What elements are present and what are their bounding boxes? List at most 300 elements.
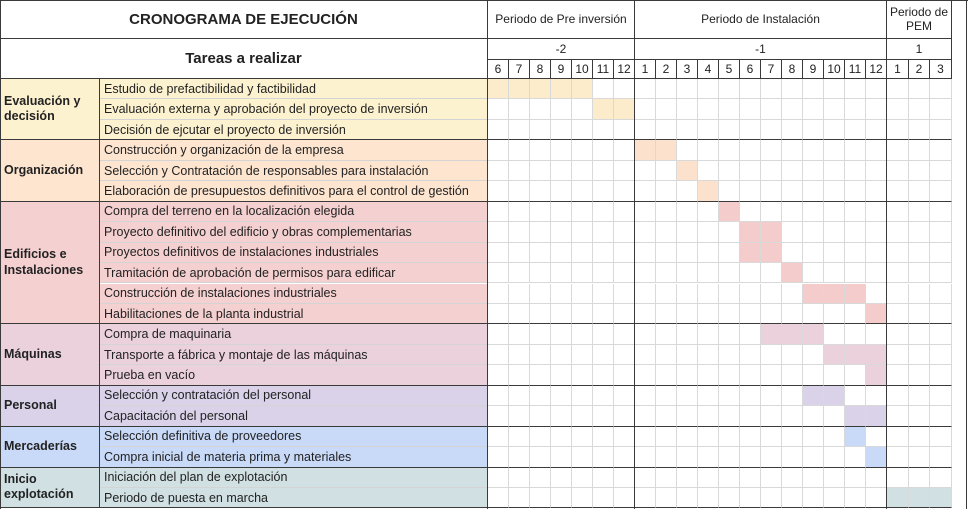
gantt-cell [782,222,803,242]
gantt-cell [488,468,509,488]
task-label: Proyectos definitivos de instalaciones industriales [100,243,488,263]
gantt-cell [488,365,509,385]
task-label: Construcción de instalaciones industriales [100,284,488,304]
gantt-cell [530,263,551,283]
gantt-cell [782,386,803,406]
group-label-2: Edificios e Instalaciones [0,202,100,325]
gantt-cell [719,406,740,426]
month-header: 8 [530,60,551,79]
month-header: 3 [930,60,952,79]
gantt-cell [635,427,656,447]
gantt-bar-cell [866,345,887,365]
gantt-cell [930,202,952,222]
gantt-cell [656,222,677,242]
gantt-cell [635,222,656,242]
gantt-cell [719,447,740,467]
gantt-cell [803,120,824,140]
gantt-cell [593,386,614,406]
gantt-cell [887,468,909,488]
gantt-cell [719,263,740,283]
gantt-cell [530,243,551,263]
gantt-cell [845,120,866,140]
gantt-cell [698,99,719,119]
gantt-cell [677,447,698,467]
gantt-cell [656,427,677,447]
gantt-cell [509,324,530,344]
task-label: Selección definitiva de proveedores [100,427,488,447]
gantt-bar-cell [614,99,635,119]
gantt-cell [782,161,803,181]
gantt-cell [593,181,614,201]
gantt-cell [740,120,761,140]
task-label: Selección y Contratación de responsables para instalación [100,161,488,181]
gantt-cell [572,120,593,140]
gantt-cell [782,345,803,365]
gantt-cell [530,304,551,324]
gantt-cell [824,468,845,488]
gantt-cell [572,202,593,222]
gantt-cell [887,345,909,365]
gantt-cell [698,406,719,426]
gantt-cell [656,99,677,119]
gantt-cell [656,386,677,406]
gantt-cell [551,181,572,201]
gantt-cell [866,140,887,160]
gantt-cell [887,324,909,344]
gantt-cell [761,79,782,99]
task-label: Iniciación del plan de explotación [100,468,488,488]
gantt-cell [761,181,782,201]
gantt-cell [509,386,530,406]
gantt-cell [488,345,509,365]
gantt-cell [909,386,930,406]
gantt-cell [845,488,866,508]
gantt-cell [635,488,656,508]
gantt-cell [887,447,909,467]
gantt-cell [635,406,656,426]
gantt-cell [740,324,761,344]
gantt-cell [551,284,572,304]
gantt-cell [593,140,614,160]
gantt-cell [509,345,530,365]
gantt-cell [740,99,761,119]
gantt-cell [887,427,909,447]
gantt-cell [866,202,887,222]
task-label: Compra del terreno en la localización elegida [100,202,488,222]
gantt-cell [824,243,845,263]
gantt-cell [677,365,698,385]
gantt-cell [509,181,530,201]
gantt-bar-cell [782,324,803,344]
month-header: 11 [845,60,866,79]
gantt-cell [635,468,656,488]
gantt-cell [635,345,656,365]
gantt-cell [761,120,782,140]
gantt-cell [719,181,740,201]
gantt-cell [866,99,887,119]
gantt-cell [530,386,551,406]
gantt-cell [698,243,719,263]
gantt-cell [572,222,593,242]
gantt-cell [488,99,509,119]
month-header: 4 [698,60,719,79]
gantt-cell [698,324,719,344]
gantt-cell [698,202,719,222]
task-label: Selección y contratación del personal [100,386,488,406]
gantt-cell [740,304,761,324]
task-label: Compra de maquinaria [100,324,488,344]
gantt-cell [677,488,698,508]
gantt-cell [909,181,930,201]
gantt-cell [930,447,952,467]
gantt-cell [572,406,593,426]
gantt-cell [719,243,740,263]
gantt-cell [509,406,530,426]
gantt-cell [614,365,635,385]
month-header: 1 [887,60,909,79]
gantt-cell [698,140,719,160]
gantt-cell [887,161,909,181]
gantt-cell [845,79,866,99]
gantt-cell [698,79,719,99]
gantt-cell [930,427,952,447]
gantt-cell [761,140,782,160]
gantt-cell [509,243,530,263]
gantt-cell [782,365,803,385]
gantt-cell [656,79,677,99]
gantt-cell [719,140,740,160]
gantt-cell [509,222,530,242]
gantt-cell [824,140,845,160]
gantt-cell [740,79,761,99]
gantt-cell [614,427,635,447]
gantt-cell [656,202,677,222]
gantt-cell [740,284,761,304]
gantt-cell [530,427,551,447]
gantt-cell [909,324,930,344]
gantt-cell [656,284,677,304]
gantt-cell [572,488,593,508]
gantt-cell [614,345,635,365]
gantt-cell [677,263,698,283]
gantt-cell [635,284,656,304]
gantt-bar-cell [866,365,887,385]
gantt-cell [656,468,677,488]
gantt-cell [866,161,887,181]
month-header: 2 [909,60,930,79]
gantt-bar-cell [740,222,761,242]
gantt-cell [866,284,887,304]
gantt-cell [530,222,551,242]
gantt-cell [677,304,698,324]
gantt-bar-cell [845,406,866,426]
gantt-cell [782,488,803,508]
gantt-cell [719,161,740,181]
gantt-cell [909,284,930,304]
gantt-cell [509,488,530,508]
gantt-cell [572,386,593,406]
gantt-cell [740,365,761,385]
gantt-cell [866,468,887,488]
gantt-cell [782,99,803,119]
gantt-cell [887,365,909,385]
gantt-cell [614,243,635,263]
gantt-cell [593,324,614,344]
gantt-cell [740,488,761,508]
gantt-cell [824,120,845,140]
gantt-bar-cell [488,79,509,99]
gantt-cell [782,243,803,263]
gantt-cell [593,263,614,283]
task-label: Evaluación externa y aprobación del proyecto de inversión [100,99,488,119]
month-header: 10 [572,60,593,79]
gantt-cell [551,345,572,365]
gantt-cell [635,263,656,283]
gantt-cell [551,202,572,222]
gantt-cell [509,161,530,181]
gantt-cell [635,99,656,119]
period-year-2: 1 [887,39,952,60]
gantt-cell [551,468,572,488]
gantt-cell [488,447,509,467]
gantt-cell [930,140,952,160]
gantt-cell [782,304,803,324]
gantt-cell [698,161,719,181]
gantt-cell [782,140,803,160]
gantt-cell [845,181,866,201]
gantt-cell [887,304,909,324]
gantt-cell [803,263,824,283]
gantt-cell [719,365,740,385]
gantt-cell [509,365,530,385]
gantt-cell [572,181,593,201]
gantt-cell [740,427,761,447]
gantt-cell [803,365,824,385]
gantt-cell [677,222,698,242]
gantt-cell [824,222,845,242]
gantt-cell [930,120,952,140]
gantt-cell [719,79,740,99]
gantt-cell [551,263,572,283]
gantt-cell [635,202,656,222]
group-label-6: Inicio explotación [0,468,100,509]
month-header: 11 [593,60,614,79]
gantt-cell [530,406,551,426]
gantt-cell [614,488,635,508]
gantt-cell [698,365,719,385]
period-header-2: Periodo de PEM [887,0,952,39]
period-separator [886,0,887,509]
gantt-bar-cell [572,79,593,99]
gantt-cell [887,181,909,201]
gantt-cell [824,365,845,385]
gantt-cell [887,120,909,140]
month-header: 9 [803,60,824,79]
gantt-cell [930,406,952,426]
gantt-cell [803,202,824,222]
gantt-bar-cell [719,202,740,222]
gantt-cell [551,120,572,140]
gantt-cell [719,304,740,324]
gantt-cell [824,263,845,283]
gantt-bar-cell [824,345,845,365]
gantt-bar-cell [887,488,909,508]
gantt-cell [572,468,593,488]
left-border [0,0,1,509]
gantt-cell [656,263,677,283]
gantt-cell [614,79,635,99]
gantt-cell [572,243,593,263]
gantt-cell [909,468,930,488]
gantt-cell [509,99,530,119]
gantt-cell [761,406,782,426]
gantt-cell [887,243,909,263]
gantt-cell [866,222,887,242]
gantt-cell [761,304,782,324]
gantt-cell [635,120,656,140]
month-header: 2 [656,60,677,79]
gantt-cell [698,386,719,406]
month-header: 7 [761,60,782,79]
gantt-cell [909,345,930,365]
gantt-bar-cell [803,386,824,406]
gantt-cell [572,284,593,304]
task-label: Estudio de prefactibilidad y factibilidad [100,79,488,99]
gantt-cell [845,447,866,467]
gantt-cell [803,79,824,99]
gantt-cell [614,161,635,181]
gantt-cell [845,365,866,385]
gantt-cell [698,120,719,140]
gantt-cell [488,427,509,447]
gantt-cell [845,324,866,344]
gantt-cell [866,488,887,508]
gantt-bar-cell [866,406,887,426]
gantt-cell [909,79,930,99]
gantt-cell [740,181,761,201]
gantt-cell [719,99,740,119]
gantt-cell [698,468,719,488]
gantt-cell [803,181,824,201]
gantt-cell [614,263,635,283]
gantt-cell [656,406,677,426]
gantt-cell [677,468,698,488]
gantt-cell [572,345,593,365]
gantt-cell [551,243,572,263]
gantt-cell [930,243,952,263]
gantt-bar-cell [845,427,866,447]
gantt-cell [593,304,614,324]
gantt-cell [740,386,761,406]
gantt-cell [572,99,593,119]
gantt-cell [761,202,782,222]
gantt-cell [572,140,593,160]
gantt-cell [930,365,952,385]
gantt-cell [845,99,866,119]
gantt-cell [509,120,530,140]
group-label-5: Mercaderías [0,427,100,468]
task-label: Capacitación del personal [100,406,488,426]
gantt-cell [530,284,551,304]
month-header: 10 [824,60,845,79]
period-year-0: -2 [488,39,635,60]
gantt-cell [551,324,572,344]
gantt-cell [719,427,740,447]
gantt-cell [656,365,677,385]
gantt-cell [719,284,740,304]
gantt-cell [909,304,930,324]
gantt-cell [887,140,909,160]
month-header: 12 [614,60,635,79]
gantt-cell [551,386,572,406]
gantt-cell [824,447,845,467]
gantt-cell [656,345,677,365]
gantt-cell [614,324,635,344]
gantt-cell [866,386,887,406]
gantt-cell [488,222,509,242]
gantt-cell [845,161,866,181]
gantt-cell [488,120,509,140]
period-separator [966,0,967,509]
gantt-cell [761,99,782,119]
gantt-cell [656,324,677,344]
gantt-bar-cell [761,243,782,263]
gantt-cell [887,202,909,222]
gantt-bar-cell [509,79,530,99]
gantt-cell [719,345,740,365]
gantt-cell [803,222,824,242]
gantt-cell [656,447,677,467]
gantt-cell [635,324,656,344]
month-header: 5 [719,60,740,79]
gantt-bar-cell [761,222,782,242]
gantt-cell [909,161,930,181]
gantt-cell [635,447,656,467]
gantt-cell [530,345,551,365]
gantt-cell [930,263,952,283]
gantt-cell [866,120,887,140]
gantt-cell [551,161,572,181]
gantt-cell [824,202,845,222]
gantt-cell [930,468,952,488]
gantt-cell [656,488,677,508]
gantt-cell [782,427,803,447]
gantt-bar-cell [824,284,845,304]
gantt-cell [677,427,698,447]
gantt-cell [677,79,698,99]
gantt-cell [593,427,614,447]
gantt-cell [803,99,824,119]
gantt-cell [866,324,887,344]
gantt-bar-cell [656,140,677,160]
gantt-cell [488,161,509,181]
gantt-cell [656,120,677,140]
gantt-cell [593,202,614,222]
gantt-cell [698,447,719,467]
gantt-cell [677,99,698,119]
gantt-cell [909,120,930,140]
task-label: Prueba en vacío [100,365,488,385]
gantt-bar-cell [824,386,845,406]
gantt-cell [614,386,635,406]
gantt-cell [635,161,656,181]
gantt-cell [488,304,509,324]
gantt-cell [698,304,719,324]
month-header: 12 [866,60,887,79]
gantt-cell [614,447,635,467]
gantt-cell [719,120,740,140]
period-separator [487,0,488,509]
